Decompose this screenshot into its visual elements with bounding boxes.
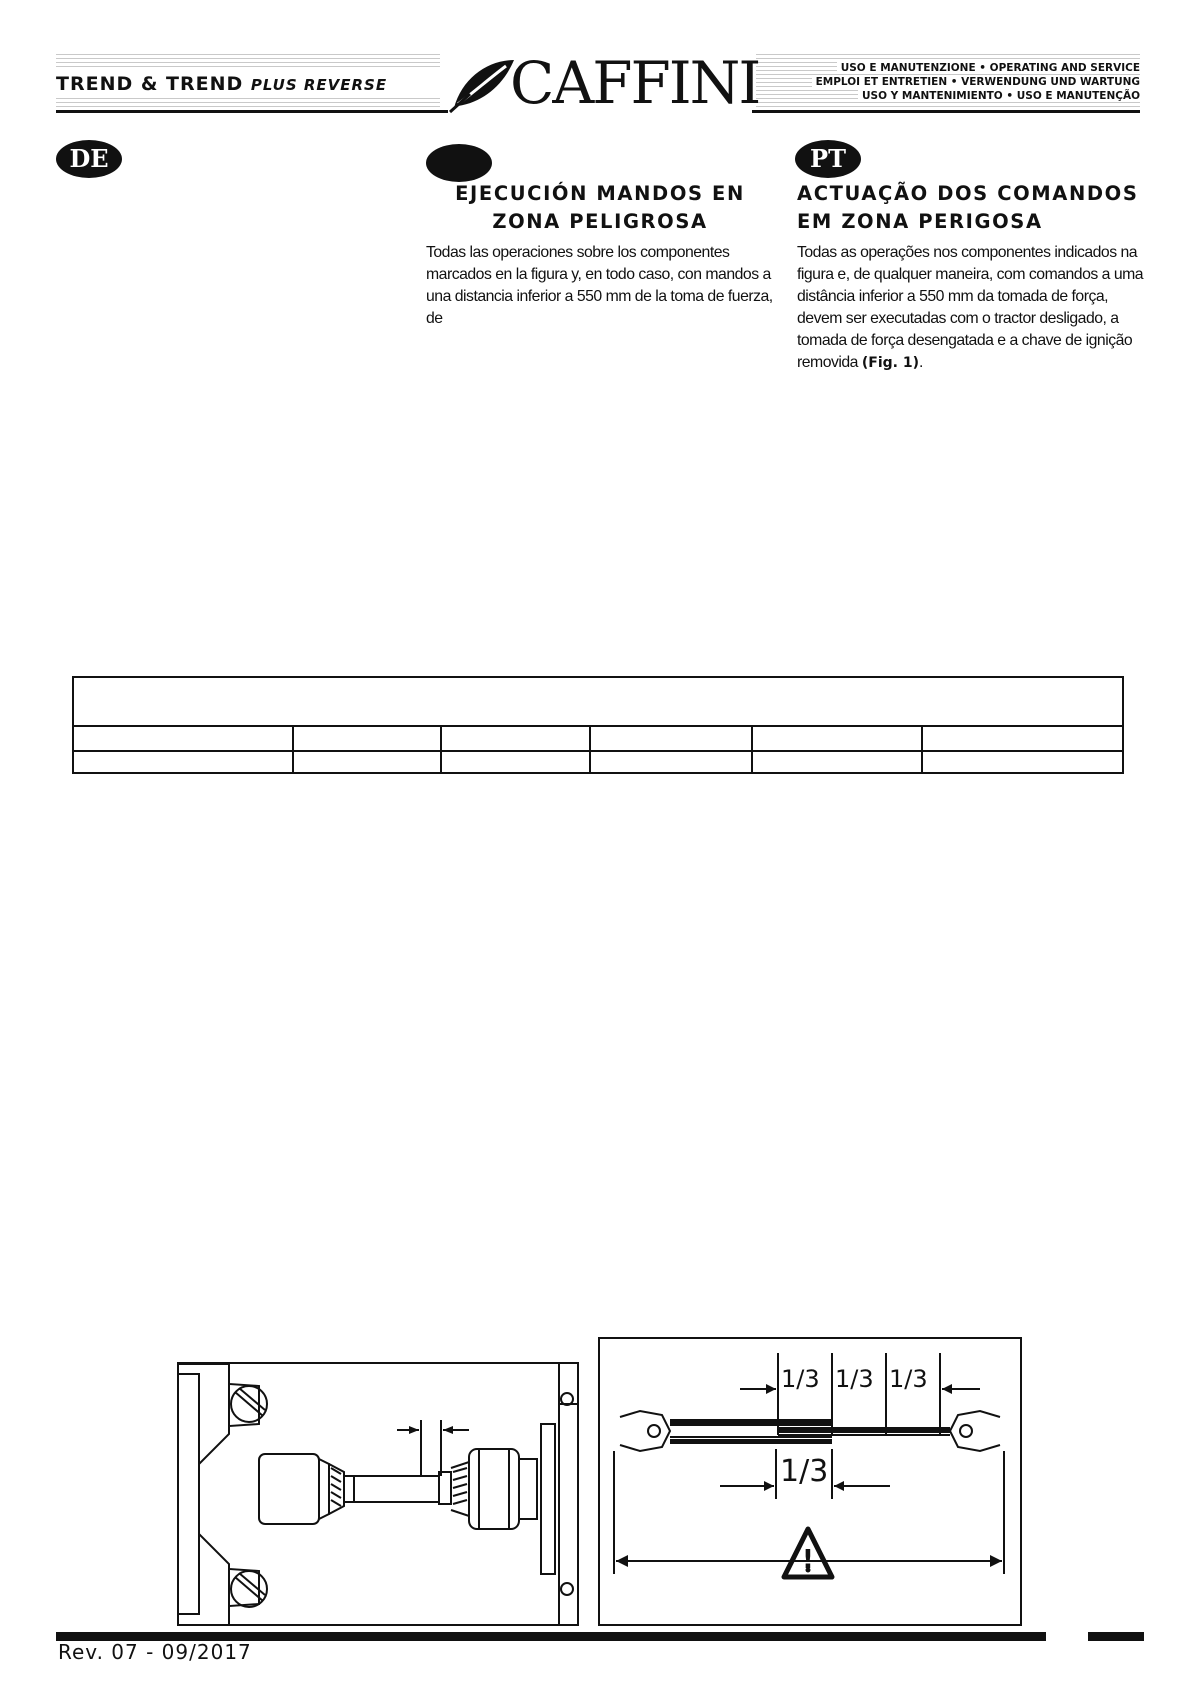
shaft-overlap-drawing <box>600 1339 1020 1624</box>
header-subtitle-block <box>756 61 1140 103</box>
pt-section-title: ACTUAÇÃO DOS COMANDOS EM ZONA PERIGOSA <box>797 182 1139 233</box>
table-row-divider <box>74 725 1122 727</box>
pt-fig-reference: (Fig. 1) <box>861 355 919 371</box>
table-col-divider <box>440 727 442 774</box>
page-header <box>56 49 1140 117</box>
header-line-1: USO E MANUTENZIONE • OPERATING AND SERVICE <box>837 62 1140 74</box>
header-line-2: EMPLOI ET ENTRETIEN • VERWENDUNG UND WARTUNG <box>812 76 1140 88</box>
header-line-3: USO Y MANTENIMIENTO • USO E MANUTENÇÃO <box>858 90 1140 102</box>
specs-table <box>72 676 1124 774</box>
overlap-label-3: 1/3 <box>889 1365 928 1393</box>
es-section-title: EJECUCIÓN MANDOS EN ZONA PELIGROSA <box>455 182 745 233</box>
language-badge-pt: PT <box>795 140 861 178</box>
table-col-divider <box>921 727 923 774</box>
overlap-label-1: 1/3 <box>781 1365 820 1393</box>
pt-section-body <box>797 242 1147 374</box>
table-col-divider <box>751 727 753 774</box>
figure-pto-danger-zone <box>177 1362 579 1626</box>
overlap-label-bottom: 1/3 <box>780 1454 829 1489</box>
language-badge-es <box>426 144 492 182</box>
figure-shaft-overlap <box>598 1337 1022 1626</box>
overlap-label-2: 1/3 <box>835 1365 874 1393</box>
manual-title <box>56 70 440 98</box>
language-badge-de: DE <box>56 140 122 178</box>
pt-body-end: . <box>919 354 923 371</box>
caffini-logo <box>448 49 760 117</box>
manual-title-sub: PLUS REVERSE <box>250 76 388 94</box>
footer-bar-right <box>1088 1632 1144 1641</box>
es-section-body: Todas las operaciones sobre los componentes marcados en la figura y, en todo caso, con mandos a una distancia inferior a 550 mm de la toma de fuerza, de <box>426 244 773 327</box>
table-col-divider <box>292 727 294 774</box>
table-col-divider <box>589 727 591 774</box>
logo-text: CAFFINI <box>510 49 760 117</box>
warning-icon: ! <box>802 1545 814 1575</box>
manual-title-main: TREND & TREND <box>56 73 244 95</box>
leaf-icon <box>448 54 518 114</box>
revision-label: Rev. 07 - 09/2017 <box>58 1640 252 1664</box>
pto-shaft-drawing <box>179 1364 577 1624</box>
pt-body-text: Todas as operações nos componentes indicados na figura e, de qualquer maneira, com comandos a uma distância inferior a 550 mm da tomada de força, devem ser executadas com o tractor desligado, a tomada de força desengatada e a chave de ignição removida <box>797 244 1144 371</box>
table-row-divider <box>74 750 1122 752</box>
